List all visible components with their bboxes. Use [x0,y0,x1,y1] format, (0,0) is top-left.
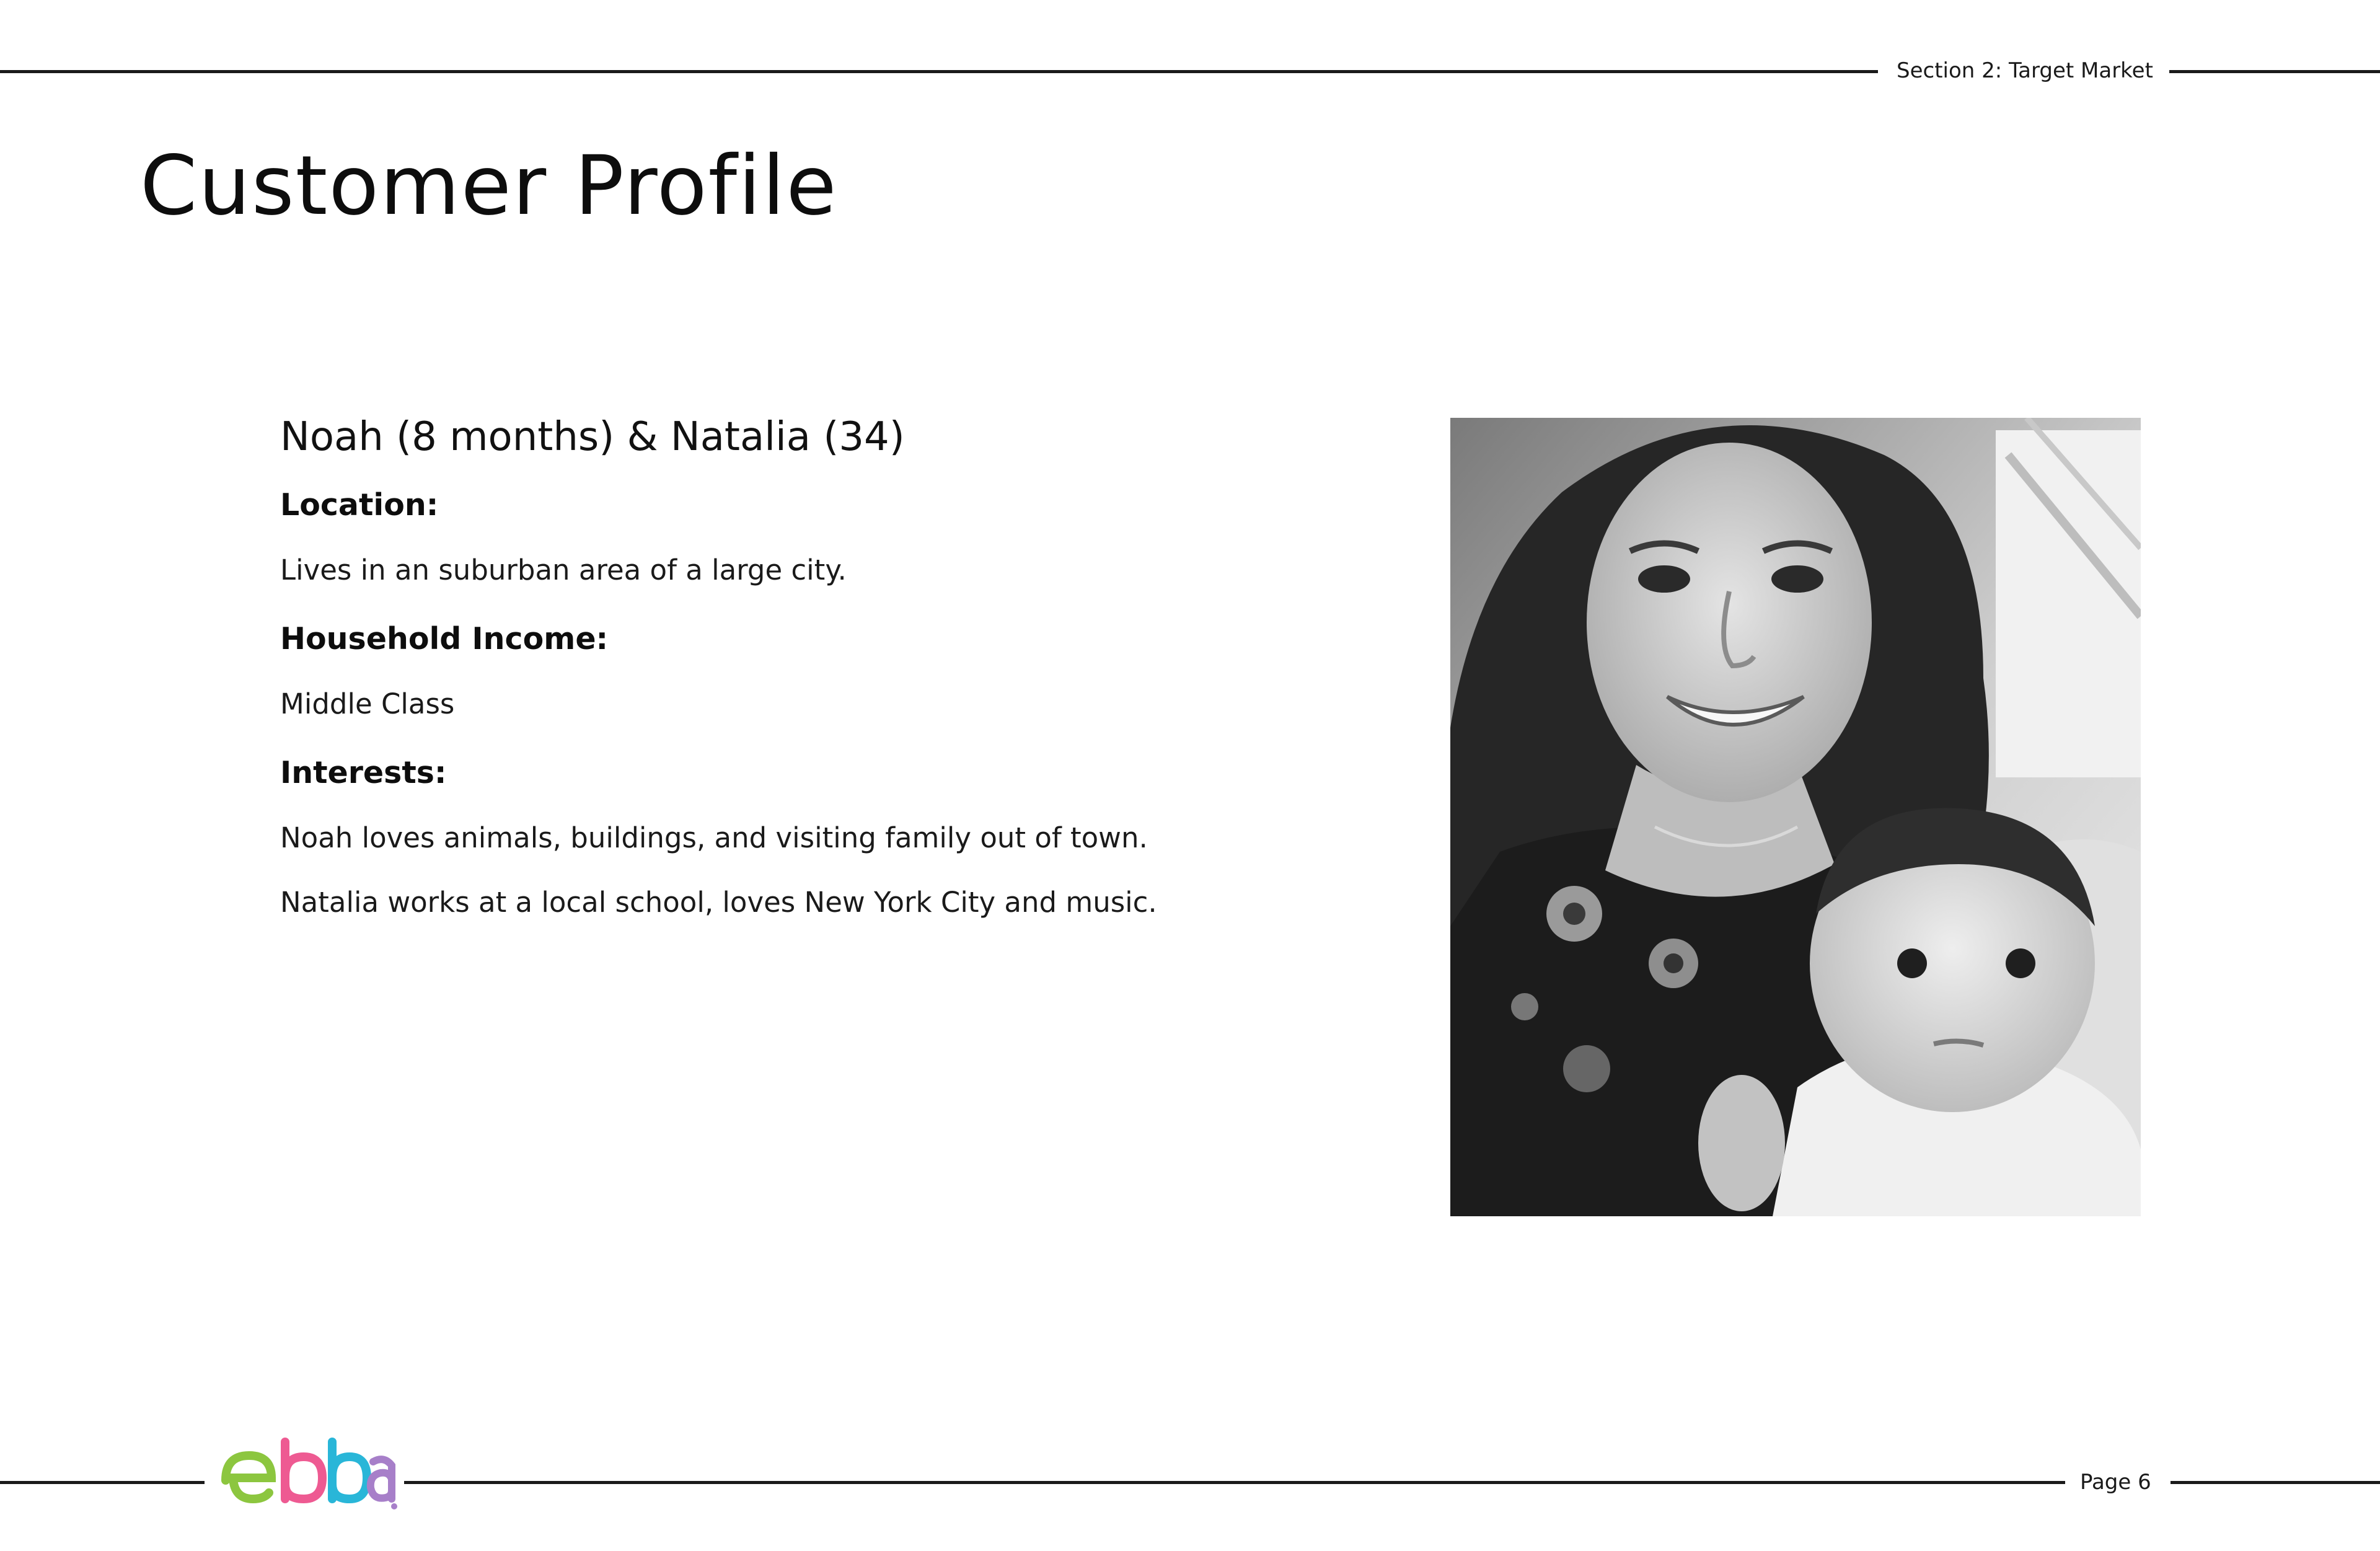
customer-profile-details [280,409,1396,950]
interests-label: Interests: [280,755,447,790]
section-label: Section 2: Target Market [1897,58,2153,83]
interests-noah: Noah loves animals, buildings, and visiting family out of town. [280,821,1148,854]
household-income-label: Household Income: [280,621,609,656]
household-income-value: Middle Class [280,687,455,720]
page-title: Customer Profile [140,138,838,234]
header-divider-right [2169,70,2380,73]
ebba-logo [218,1437,398,1518]
header-divider-left [0,70,1878,73]
footer-divider-middle [404,1481,2065,1484]
footer-divider-right [2171,1481,2380,1484]
profile-name: Noah (8 months) & Natalia (34) [280,414,905,460]
interests-natalia: Natalia works at a local school, loves New York City and music. [280,886,1157,919]
location-value: Lives in an suburban area of a large city. [280,554,847,586]
photo-mother-and-baby [1450,418,2141,1216]
page-number: Page 6 [2080,1470,2151,1495]
ebba-logo-mark [218,1437,398,1518]
photo-illustration [1450,418,2141,1216]
footer-divider-left [0,1481,205,1484]
location-label: Location: [280,487,439,523]
